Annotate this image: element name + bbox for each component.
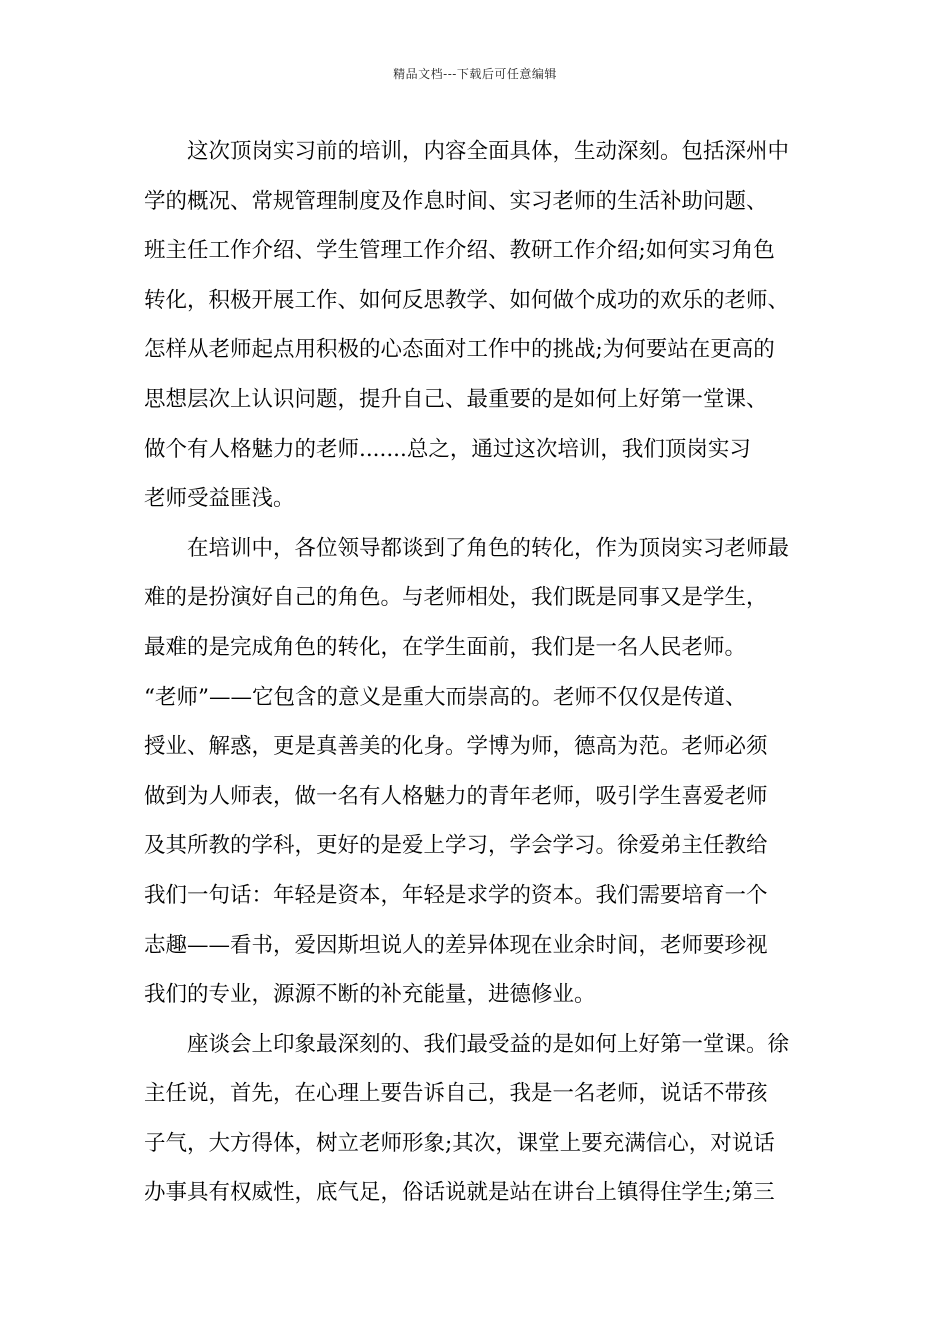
paragraph-line: 授业、解惑，更是真善美的化身。学博为师，德高为范。老师必须 bbox=[144, 734, 768, 760]
paragraph-line: “老师”——它包含的意义是重大而崇高的。老师不仅仅是传道、 bbox=[144, 684, 747, 710]
paragraph-line: 志趣——看书，爱因斯坦说人的差异体现在业余时间，老师要珍视 bbox=[144, 932, 768, 958]
paragraph-line: 做个有人格魅力的老师.......总之，通过这次培训，我们顶岗实习 bbox=[144, 436, 751, 462]
paragraph-line: 我们一句话：年轻是资本，年轻是求学的资本。我们需要培育一个 bbox=[144, 882, 768, 908]
paragraph-line: 主任说，首先，在心理上要告诉自己，我是一名老师，说话不带孩 bbox=[144, 1081, 768, 1107]
paragraph-line: 及其所教的学科，更好的是爱上学习，学会学习。徐爱弟主任教给 bbox=[144, 833, 768, 859]
paragraph-line: 在培训中，各位领导都谈到了角色的转化，作为顶岗实习老师最 bbox=[187, 535, 790, 561]
document-body bbox=[144, 134, 824, 1225]
page-header: 精品文档---下载后可任意编辑 bbox=[393, 67, 557, 81]
paragraph-line: 学的概况、常规管理制度及作息时间、实习老师的生活补助问题、 bbox=[144, 188, 768, 214]
paragraph-line: 做到为人师表，做一名有人格魅力的青年老师，吸引学生喜爱老师 bbox=[144, 783, 768, 809]
paragraph-line: 我们的专业，源源不断的补充能量，进德修业。 bbox=[144, 982, 596, 1008]
paragraph-line: 老师受益匪浅。 bbox=[144, 486, 295, 512]
paragraph-line: 怎样从老师起点用积极的心态面对工作中的挑战;为何要站在更高的 bbox=[144, 337, 775, 363]
paragraph-line: 转化，积极开展工作、如何反思教学、如何做个成功的欢乐的老师、 bbox=[144, 287, 790, 313]
paragraph-line: 最难的是完成角色的转化，在学生面前，我们是一名人民老师。 bbox=[144, 634, 747, 660]
paragraph-line: 班主任工作介绍、学生管理工作介绍、教研工作介绍;如何实习角色 bbox=[144, 238, 775, 264]
paragraph-line: 思想层次上认识问题，提升自己、最重要的是如何上好第一堂课、 bbox=[144, 386, 768, 412]
paragraph-line: 子气，大方得体，树立老师形象;其次，课堂上要充满信心，对说话 bbox=[144, 1130, 775, 1156]
paragraph-line: 难的是扮演好自己的角色。与老师相处，我们既是同事又是学生， bbox=[144, 585, 768, 611]
paragraph-line: 座谈会上印象最深刻的、我们最受益的是如何上好第一堂课。徐 bbox=[187, 1031, 790, 1057]
paragraph-line: 办事具有权威性，底气足，俗话说就是站在讲台上镇得住学生;第三 bbox=[144, 1180, 775, 1206]
paragraph-line: 这次顶岗实习前的培训，内容全面具体，生动深刻。包括深州中 bbox=[187, 139, 790, 164]
